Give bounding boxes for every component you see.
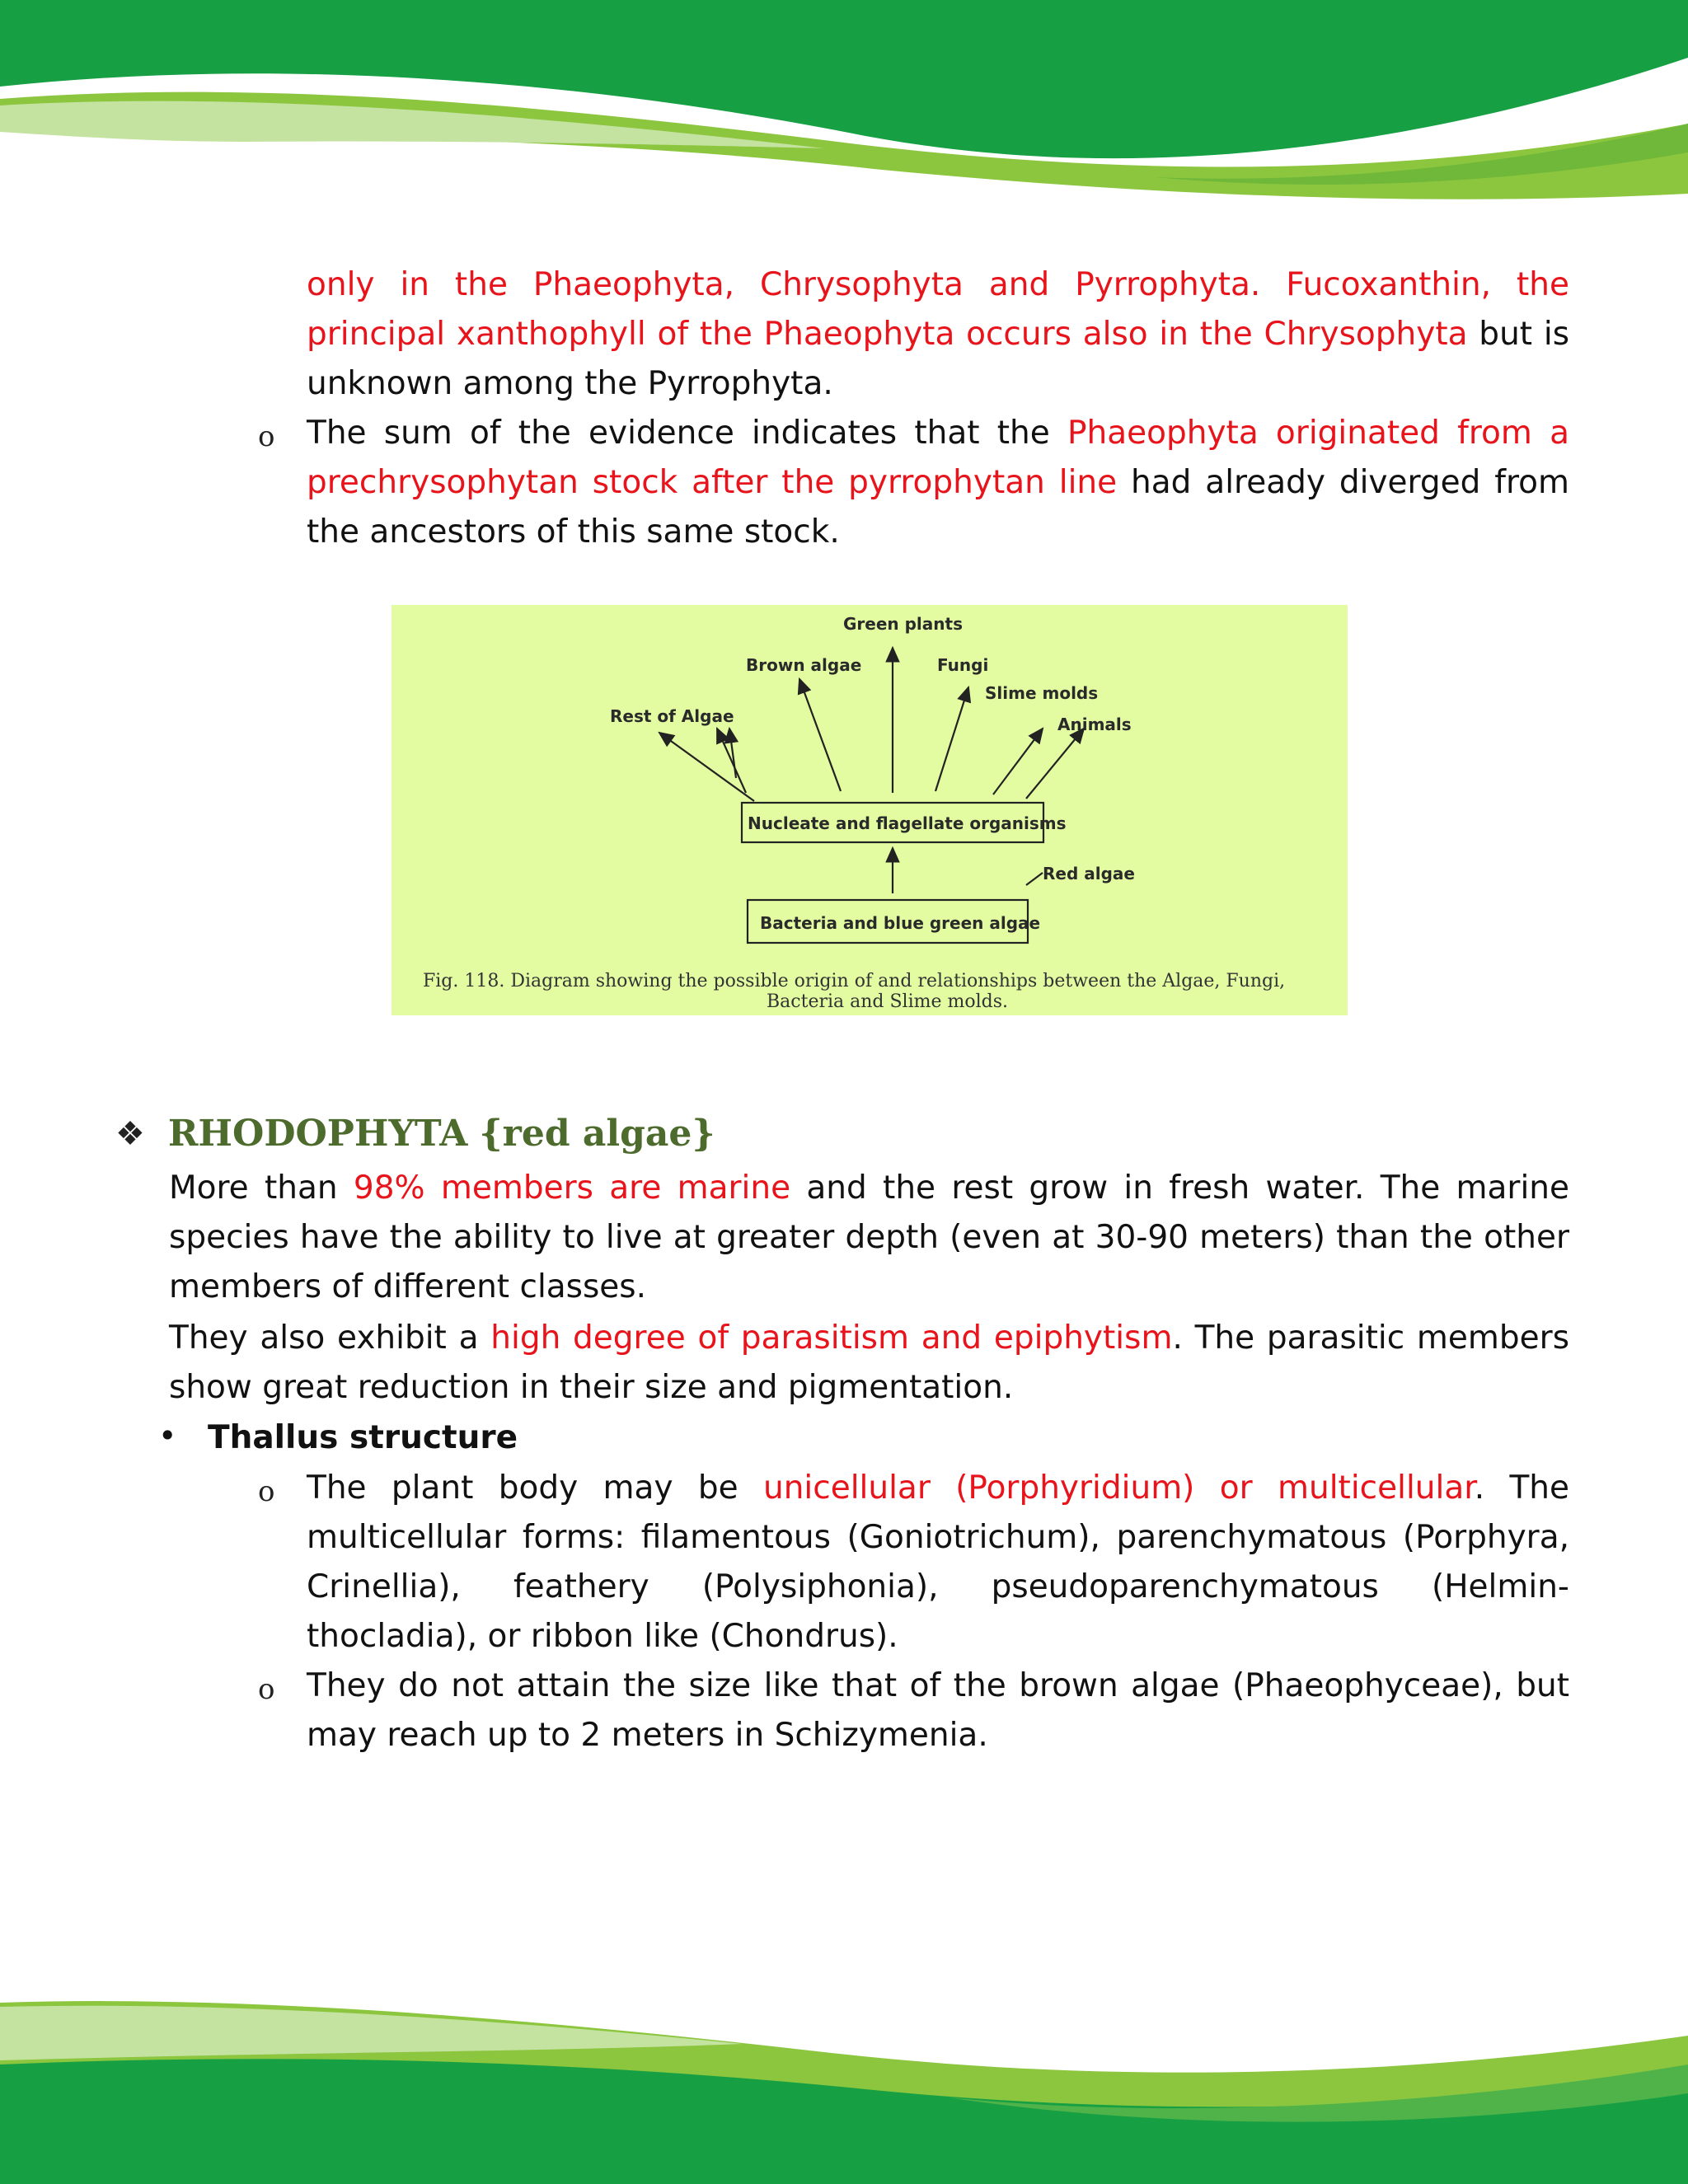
arrow-slime-molds [993, 729, 1043, 794]
list-marker-circle: o [258, 1475, 275, 1508]
label-animals: Animals [1057, 715, 1132, 734]
label-brown-algae: Brown algae [746, 655, 862, 675]
plain-text: The plant body may be [307, 1469, 763, 1507]
plain-text: . The parasitic members show great reduction in their size and pigmentation. [169, 1319, 1570, 1406]
figure-caption-line-2: Bacteria and Slime molds. [767, 991, 1009, 1012]
label-red-algae: Red algae [1043, 864, 1135, 883]
highlight-text: 98% members are marine [353, 1169, 791, 1207]
label-bacteria: Bacteria and blue green algae [760, 913, 1041, 933]
highlight-text: unicellular (Porphyridium) or multicellular [763, 1469, 1475, 1507]
thallus-list-item-2 [307, 1661, 1569, 1760]
bullet-marker: • [158, 1418, 177, 1454]
label-fungi: Fungi [937, 655, 989, 675]
plain-text: The sum of the evidence indicates that the [307, 415, 1067, 452]
figure-caption-line-1: Fig. 118. Diagram showing the possible origin of and relationships between the Algae, Fungi, [423, 971, 1286, 991]
plain-text: but is unknown among the Pyrrophyta. [307, 316, 1570, 402]
intro-paragraph [169, 1164, 1569, 1312]
thallus-list-item-1 [307, 1464, 1569, 1661]
arrow-brown-algae [799, 679, 841, 791]
section-title: RHODOPHYTA [167, 1113, 468, 1155]
arrow-rest-algae-3 [729, 729, 736, 778]
plain-text: had already diverged from the ancestors of this same stock. [307, 464, 1569, 551]
line-red-algae [1026, 873, 1043, 885]
header-wave-decoration [0, 0, 1688, 206]
arrow-rest-algae-1 [659, 733, 754, 801]
plain-text: They also exhibit a [169, 1319, 491, 1357]
label-nucleate: Nucleate and flagellate organisms [748, 813, 1067, 833]
origin-relationships-figure [392, 605, 1348, 1015]
label-slime-molds: Slime molds [985, 683, 1099, 703]
plain-text: . The multicellular forms: filamentous (Goniotrichum), parenchymatous (Porphyra, Crinellia), feathery (Polysiphonia), pseudoparenchymatous (Helmin- thocladia), or ribbon like (Chondrus). [307, 1469, 1569, 1655]
section-subtitle: {red algae} [479, 1113, 715, 1155]
label-green-plants: Green plants [843, 614, 963, 634]
list-marker-circle: o [258, 420, 275, 453]
plain-text: More than [169, 1169, 354, 1207]
evidence-list-item [307, 409, 1569, 557]
highlight-text: only in the Phaeophyta, Chrysophyta and Pyrrophyta. Fucoxanthin, the principal xanthophyll of the Phaeophyta occurs also in the Chrysophyta [307, 266, 1569, 353]
footer-wave-decoration [0, 1986, 1688, 2184]
section-heading [115, 1113, 715, 1155]
arrow-fungi [935, 687, 968, 791]
parasitism-paragraph [169, 1314, 1569, 1413]
plain-text: They do not attain the size like that of the brown algae (Phaeophyceae), but may reach up to 2 meters in Schizymenia. [307, 1667, 1569, 1754]
diamond-star-icon: ❖ [115, 1114, 145, 1153]
continuation-paragraph [307, 260, 1569, 409]
highlight-text: Phaeophyta originated from a prechrysophytan stock after the pyrrophytan line [307, 415, 1569, 501]
highlight-text: high degree of parasitism and epiphytism [490, 1319, 1173, 1357]
label-rest-of-algae: Rest of Algae [610, 706, 734, 726]
thallus-heading: Thallus structure [208, 1419, 518, 1456]
list-marker-circle: o [258, 1673, 275, 1706]
plain-text: and the rest grow in fresh water. The marine species have the ability to live at greater depth (even at 30-90 meters) than the other members of different classes. [169, 1169, 1570, 1305]
